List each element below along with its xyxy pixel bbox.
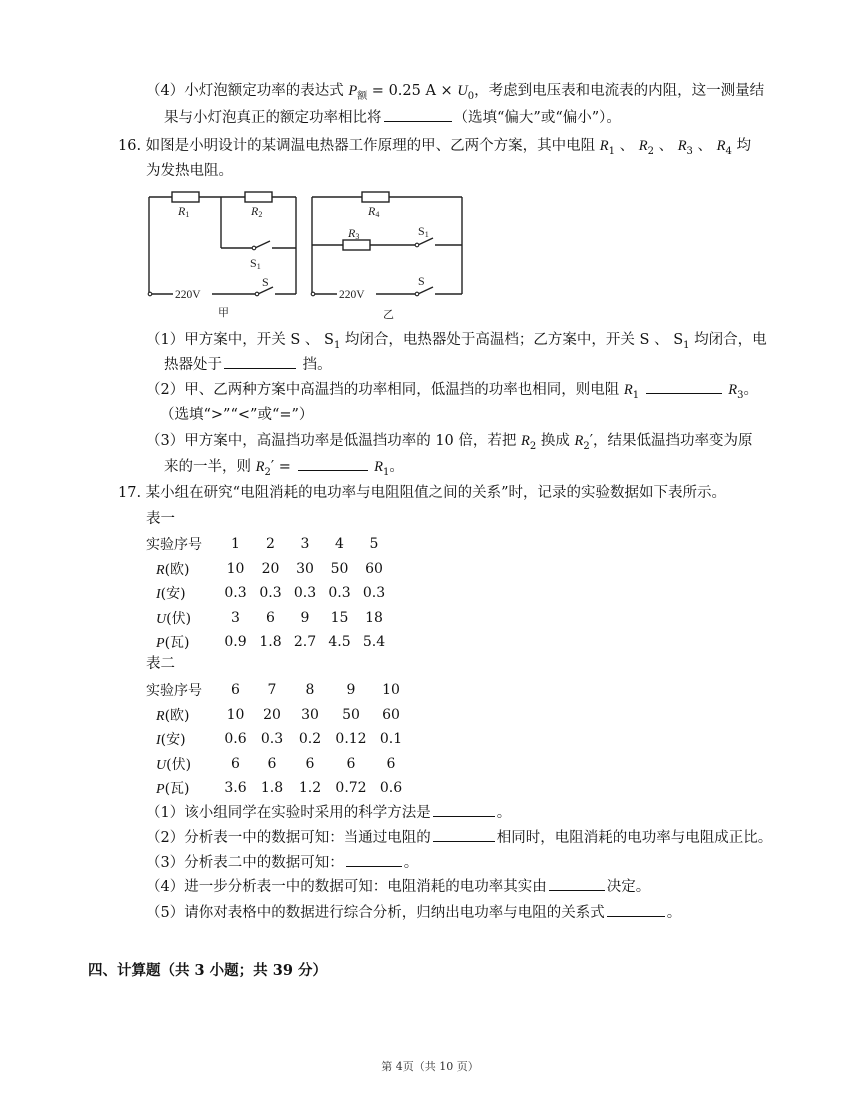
cell: 60 — [382, 706, 400, 723]
row-label: U(伏) — [156, 610, 192, 627]
table-row — [146, 752, 409, 777]
answer-blank[interactable] — [298, 456, 368, 471]
row-label: 实验序号 — [146, 683, 202, 700]
text: 。 — [666, 905, 682, 921]
subscript: 1 — [608, 145, 616, 157]
text: （4）进一步分析表一中的数据可知：电阻消耗的电功率其实由 — [146, 879, 547, 895]
cell: 0.9 — [224, 634, 247, 651]
symbol-R1: R — [599, 138, 609, 154]
cell: 1 — [231, 536, 240, 553]
subscript: 3 — [737, 389, 744, 401]
symbol-R1: R — [374, 459, 383, 475]
text: 。 — [743, 382, 759, 398]
label-S-right: S — [418, 274, 425, 288]
answer-blank[interactable] — [549, 876, 605, 891]
text: （选填“偏大”或“偏小”）。 — [453, 110, 621, 126]
label-R1: R1 — [178, 204, 190, 219]
symbol-R3: R — [728, 382, 738, 398]
row-label: R(欧) — [156, 707, 190, 724]
answer-blank[interactable] — [646, 379, 722, 394]
symbol-R2: R — [521, 433, 530, 449]
cell: 6 — [305, 755, 315, 772]
cell: 1.8 — [259, 634, 282, 651]
table-row — [146, 630, 391, 655]
cell: 30 — [301, 706, 319, 723]
q15-part4-line1 — [146, 80, 764, 108]
subscript: 2 — [583, 440, 590, 452]
cell: 0.3 — [260, 731, 284, 748]
page-footer: 第 4页（共 10 页） — [381, 1060, 479, 1073]
question-number: 17. — [118, 485, 142, 501]
cell: 6 — [386, 755, 396, 772]
text: 如图是小明设计的某调温电热器工作原理的甲、乙两个方案，其中电阻 — [145, 138, 596, 154]
subscript: 1 — [683, 339, 690, 351]
subscript: 2 — [264, 466, 271, 478]
symbol-R4: R — [716, 138, 726, 154]
cell: 2.7 — [293, 634, 317, 651]
text: 。 — [496, 805, 512, 821]
question-number: 16. — [118, 138, 142, 154]
cell: 3 — [300, 536, 310, 553]
cell: 1.8 — [260, 780, 284, 797]
text: 来的一半，则 — [164, 459, 251, 475]
circuit-diagrams — [140, 182, 470, 322]
text: 热器处于 — [164, 357, 222, 373]
cell: 20 — [263, 706, 281, 723]
text: 为发热电阻。 — [146, 163, 233, 179]
text: 果与小灯泡真正的额定功率相比将 — [164, 110, 382, 126]
row-label: I(安) — [156, 732, 186, 749]
symbol-R2: R — [574, 433, 584, 449]
q16-part1-line2 — [164, 354, 332, 376]
text: 。 — [403, 855, 419, 871]
q17-part4 — [146, 876, 650, 898]
subscript: 3 — [686, 145, 693, 157]
cell: 0.6 — [379, 780, 403, 797]
table-row — [146, 581, 391, 606]
symbol-R2: R — [638, 138, 648, 154]
data-table-1 — [146, 532, 391, 655]
table-row — [146, 678, 409, 703]
cell: 0.3 — [224, 585, 247, 602]
label-jia: 甲 — [218, 307, 229, 319]
row-label: 实验序号 — [146, 537, 202, 554]
cell: 0.3 — [259, 585, 282, 602]
table1-title: 表一 — [146, 511, 175, 527]
cell: 6 — [231, 682, 240, 699]
text: （3）甲方案中，高温挡功率是低温挡功率的 10 倍，若把 — [146, 433, 517, 449]
cell: 10 — [226, 560, 245, 577]
q17-part2 — [146, 827, 772, 849]
cell: 9 — [346, 682, 356, 699]
q16-stem-line1: 16. 如图是小明设计的某调温电热器工作原理的甲、乙两个方案，其中电阻 $R_1$ 、 $R_2$ 、 $R_3$ 、 $R_4$ 均 — [118, 138, 751, 157]
table-row — [146, 727, 409, 752]
q16-part2-line1 — [146, 379, 758, 407]
subscript: 1 — [382, 466, 390, 478]
part-number: （4） — [146, 83, 185, 99]
text: 小灯泡额定功率的表达式 — [184, 83, 344, 99]
text: 换成 — [540, 433, 570, 449]
text: 均 — [736, 138, 751, 154]
cell: 60 — [365, 560, 383, 577]
label-S1-left: S1 — [250, 256, 261, 271]
cell: 3 — [231, 609, 240, 626]
text: （1）该小组同学在实验时采用的科学方法是 — [146, 805, 431, 821]
cell: 0.72 — [335, 780, 367, 797]
symbol-P: P — [348, 83, 358, 99]
cell: 0.3 — [362, 585, 386, 602]
cell: 0.3 — [293, 585, 317, 602]
q17-part5 — [146, 902, 681, 924]
cell: 5.4 — [362, 634, 386, 651]
subscript: 额 — [357, 90, 368, 102]
label-yi: 乙 — [383, 309, 394, 321]
subscript: 2 — [529, 440, 537, 452]
label-voltage-right: 220V — [339, 289, 365, 301]
cell: 50 — [330, 560, 349, 577]
cell: 0.1 — [379, 731, 403, 748]
cell: 9 — [300, 609, 310, 626]
text: （2）甲、乙两种方案中高温挡的功率相同，低温挡的功率也相同，则电阻 — [146, 382, 620, 398]
cell: 0.3 — [328, 585, 351, 602]
subscript: 4 — [725, 145, 732, 157]
cell: 7 — [267, 682, 277, 699]
q16-stem-line2 — [146, 160, 233, 182]
cell: 0.12 — [335, 731, 367, 748]
cell: 4.5 — [328, 634, 351, 651]
q15-part4-line2 — [164, 107, 621, 129]
q16-part3-line2: 来的一半，则 $R_2' = R_1$。 — [164, 456, 404, 484]
table-row — [146, 776, 409, 801]
symbol-R2: R — [255, 459, 265, 475]
cell: 3.6 — [224, 780, 247, 797]
formula: = 0.25 A × — [367, 83, 458, 99]
symbol-R3: R — [677, 138, 687, 154]
text: （选填“>”“<”或“=”） — [160, 407, 314, 423]
cell: 0.6 — [224, 731, 247, 748]
cell: 18 — [365, 609, 383, 626]
cell: 50 — [342, 706, 360, 723]
table2-title: 表二 — [146, 656, 175, 672]
text: ，考虑到电压表和电流表的内阻，这一测量结 — [474, 83, 765, 99]
cell: 5 — [369, 536, 379, 553]
cell: 6 — [267, 755, 277, 772]
cell: 8 — [305, 682, 315, 699]
label-R3: R3 — [348, 226, 360, 241]
cell: 10 — [382, 682, 400, 699]
cell: 4 — [335, 536, 344, 553]
label-S1-right: S1 — [418, 224, 429, 239]
cell: 6 — [346, 755, 356, 772]
text: 。 — [389, 459, 404, 475]
subscript: 1 — [333, 339, 341, 351]
text: （1）甲方案中，开关 S 、 — [146, 332, 320, 348]
table-row — [146, 703, 409, 728]
cell: 0.2 — [298, 731, 322, 748]
q16-part1-line1: （1）甲方案中，开关 S 、 $S_1$ 均闭合，电热器处于高温档；乙方案中，开关 S 、 $S_1$ 均闭合，电 — [146, 332, 767, 351]
answer-blank[interactable] — [433, 827, 495, 842]
q17-part1 — [146, 802, 511, 824]
label-S-left: S — [262, 275, 269, 289]
answer-blank[interactable] — [224, 354, 296, 369]
cell: 30 — [296, 560, 314, 577]
cell: 2 — [266, 536, 275, 553]
section-heading: 四、计算题（共 3 小题；共 39 分） — [88, 962, 327, 979]
cell: 6 — [266, 609, 275, 626]
row-label: I(安) — [156, 586, 186, 603]
text: （2）分析表一中的数据可知：当通过电阻的 — [146, 830, 431, 846]
table-row — [146, 557, 391, 582]
subscript: 2 — [647, 145, 654, 157]
text: （5）请你对表格中的数据进行综合分析，归纳出电功率与电阻的关系式 — [146, 905, 605, 921]
answer-blank[interactable] — [346, 852, 402, 867]
row-label: P(瓦) — [156, 635, 190, 652]
cell: 20 — [261, 560, 280, 577]
subscript: 0 — [467, 90, 475, 102]
q16-part2-line2 — [160, 404, 313, 426]
answer-blank[interactable] — [384, 107, 452, 122]
text: 决定。 — [606, 879, 651, 895]
text: 某小组在研究“电阻消耗的电功率与电阻阻值之间的关系”时，记录的实验数据如下表所示。 — [145, 485, 726, 501]
row-label: P(瓦) — [156, 781, 190, 798]
data-table-2 — [146, 678, 409, 801]
text: （3）分析表二中的数据可知： — [146, 855, 344, 871]
label-R2: R2 — [251, 204, 263, 219]
text: 均闭合，电热器处于高温档；乙方案中，开关 S 、 — [344, 332, 669, 348]
symbol-R1: R — [623, 382, 633, 398]
q17-stem — [118, 482, 726, 504]
text: 相同时，电阻消耗的电功率与电阻成正比。 — [496, 830, 773, 846]
row-label: U(伏) — [156, 756, 192, 773]
label-voltage-left: 220V — [175, 289, 201, 301]
q17-part3 — [146, 852, 418, 874]
table-row — [146, 606, 391, 631]
cell: 1.2 — [298, 780, 322, 797]
cell: 10 — [226, 706, 245, 723]
text: ，结果低温挡功率变为原 — [593, 433, 753, 449]
subscript: 1 — [632, 389, 640, 401]
cell: 6 — [231, 755, 240, 772]
answer-blank[interactable] — [433, 802, 495, 817]
text: 挡。 — [302, 357, 332, 373]
answer-blank[interactable] — [607, 902, 665, 917]
text: 均闭合，电 — [694, 332, 767, 348]
table-row — [146, 532, 391, 557]
label-R4: R4 — [368, 204, 380, 219]
symbol-U: U — [457, 83, 468, 99]
row-label: R(欧) — [156, 561, 190, 578]
q16-part3-line1: （3）甲方案中，高温挡功率是低温挡功率的 10 倍，若把 $R_2$ 换成 $R_2'$，结果低温挡功率变为原 — [146, 433, 753, 452]
cell: 15 — [330, 609, 349, 626]
